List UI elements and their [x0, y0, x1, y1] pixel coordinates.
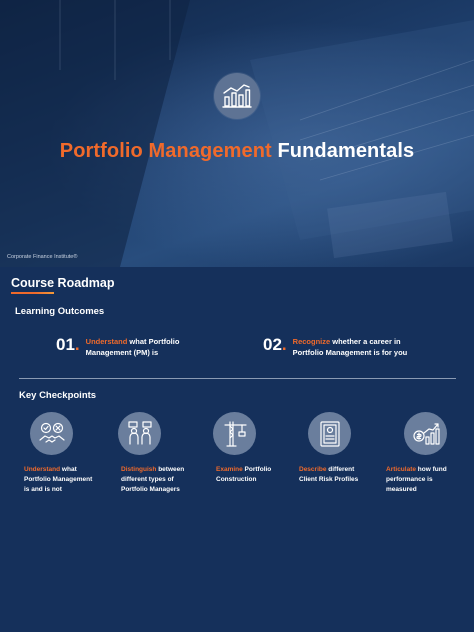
credit-text: Corporate Finance Institute®: [7, 254, 78, 260]
section-title: Course Roadmap: [11, 276, 115, 290]
title-accent: Portfolio Management: [59, 140, 272, 162]
title-rest: Fundamentals: [277, 140, 415, 162]
page-title: [0, 140, 474, 163]
key-checkpoints-heading: Key Checkpoints: [19, 390, 97, 401]
title-underline: [11, 292, 54, 294]
fund-performance-icon: [404, 412, 447, 455]
section-divider: [19, 378, 456, 379]
checkpoint-5-text: Articulate how fund performance is measured: [386, 466, 447, 493]
outcome-text: Recognize whether a career in Portfolio Management is for you: [292, 337, 408, 357]
checkpoint-3-text: Examine Portfolio Construction: [216, 466, 272, 483]
checkpoint-1-text: Understand what Portfolio Management is and is not: [24, 466, 93, 493]
learning-outcome-2: [263, 335, 407, 358]
checkpoint-2-text: Distinguish between different types of Portfolio Managers: [121, 466, 185, 493]
outcome-text: Understand what Portfolio Management (PM) is: [85, 337, 180, 357]
learning-outcome-1: [56, 335, 179, 358]
course-roadmap-section: [0, 267, 474, 632]
crane-icon: [213, 412, 256, 455]
learning-outcomes-heading: Learning Outcomes: [15, 306, 105, 317]
bar-chart-growth-icon: [214, 73, 260, 119]
handshake-icon: [30, 412, 73, 455]
outcome-number: 01.: [56, 335, 80, 354]
checkpoint-4-text: Describe different Client Risk Profiles: [299, 466, 359, 483]
risk-profile-document-icon: [308, 412, 351, 455]
hero-background-graphic: [0, 0, 474, 267]
hero-banner: [0, 0, 474, 267]
managers-icon: [118, 412, 161, 455]
outcome-number: 02.: [263, 335, 287, 354]
